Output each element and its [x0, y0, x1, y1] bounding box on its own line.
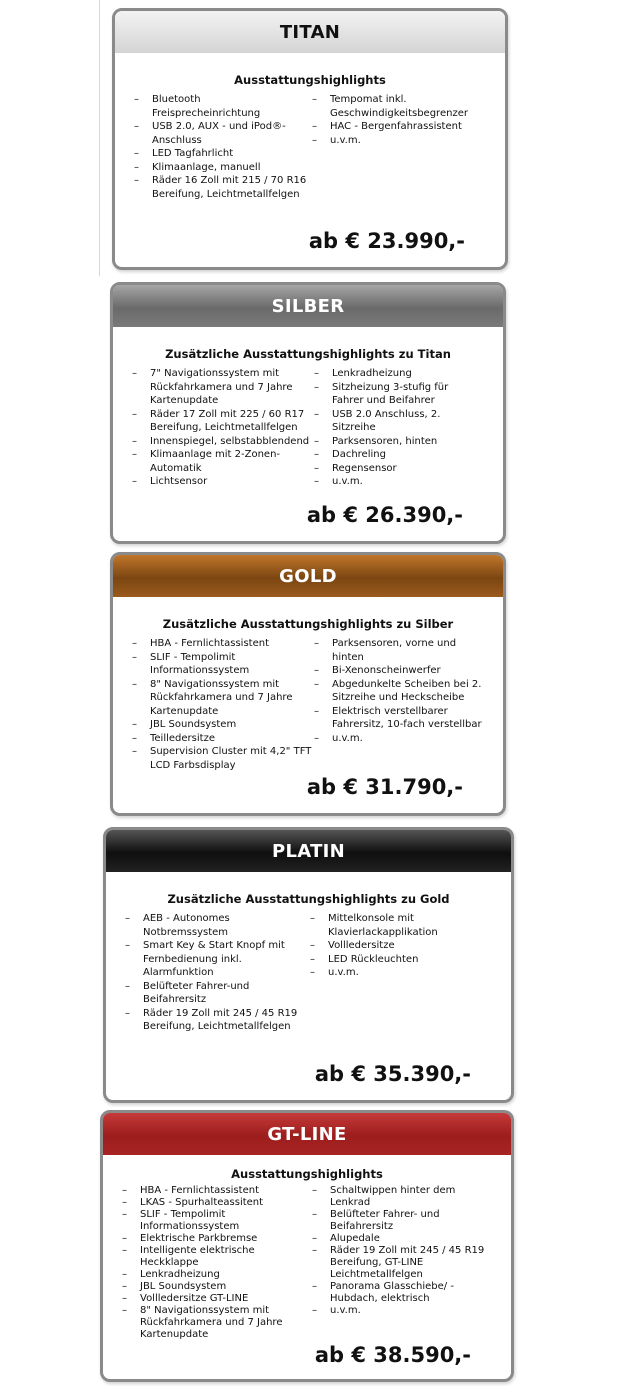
feature-item: – Räder 19 Zoll mit 245 / 45 R19 Bereifung, Leichtmetallfelgen	[123, 1007, 308, 1034]
features-list-left	[120, 1185, 310, 1341]
price-label: ab € 38.590,-	[314, 1343, 471, 1367]
feature-item: – JBL Soundsystem	[130, 718, 312, 732]
feature-item: – Belüfteter Fahrer-und Beifahrersitz	[123, 980, 308, 1007]
trim-card-gt-line	[100, 1110, 514, 1382]
feature-item: – LKAS - Spurhalteassitent	[120, 1197, 310, 1209]
feature-item: – Abgedunkelte Scheiben bei 2. Sitzreihe und Heckscheibe	[312, 678, 488, 705]
feature-item: – Parksensoren, vorne und hinten	[312, 637, 488, 664]
feature-item: – SLIF - Tempolimit Informationssystem	[130, 651, 312, 678]
feature-item: – Elektrisch verstellbarer Fahrersitz, 10-fach verstellbar	[312, 705, 488, 732]
feature-item: – u.v.m.	[312, 475, 482, 489]
feature-item: – Lenkradheizung	[312, 367, 482, 381]
feature-item: – HAC - Bergenfahrassistent	[310, 120, 480, 134]
features-subtitle: Zusätzliche Ausstattungshighlights zu Silber	[162, 617, 454, 631]
feature-item: – Räder 19 Zoll mit 245 / 45 R19 Bereifung, GT-LINE Leichtmetallfelgen	[310, 1245, 485, 1281]
trim-title: GOLD	[113, 555, 503, 597]
feature-item: – JBL Soundsystem	[120, 1281, 310, 1293]
features-list-right	[312, 637, 488, 772]
features-list-right	[310, 93, 480, 201]
feature-item: – Smart Key & Start Knopf mit Fernbedienung inkl. Alarmfunktion	[123, 939, 308, 980]
features-list-right	[312, 367, 482, 489]
features-list-left	[130, 367, 312, 489]
trim-title: SILBER	[113, 285, 503, 327]
feature-item: – 7" Navigationssystem mit Rückfahrkamera und 7 Jahre Kartenupdate	[130, 367, 312, 408]
feature-item: – Dachreling	[312, 448, 482, 462]
feature-item: – Teilledersitze	[130, 732, 312, 746]
feature-item: – Sitzheizung 3-stufig für Fahrer und Beifahrer	[312, 381, 482, 408]
feature-item: – SLIF - Tempolimit Informationssystem	[120, 1209, 310, 1233]
trim-card-silber	[110, 282, 506, 544]
features-subtitle: Ausstattungshighlights	[231, 1167, 383, 1181]
feature-item: – Tempomat inkl. Geschwindigkeitsbegrenzer	[310, 93, 480, 120]
feature-item: – LED Rückleuchten	[308, 953, 488, 967]
feature-item: – Klimaanlage, manuell	[132, 161, 310, 175]
feature-item: – Mittelkonsole mit Klavierlackapplikation	[308, 912, 488, 939]
feature-item: – Alupedale	[310, 1233, 485, 1245]
feature-item: – Parksensoren, hinten	[312, 435, 482, 449]
feature-item: – u.v.m.	[308, 966, 488, 980]
feature-item: – Klimaanlage mit 2-Zonen-Automatik	[130, 448, 312, 475]
features-list-left	[132, 93, 310, 201]
feature-item: – HBA - Fernlichtassistent	[120, 1185, 310, 1197]
feature-item: – Räder 16 Zoll mit 215 / 70 R16 Bereifung, Leichtmetallfelgen	[132, 174, 310, 201]
trim-title: GT-LINE	[103, 1113, 511, 1155]
feature-item: – LED Tagfahrlicht	[132, 147, 310, 161]
features-list-left	[123, 912, 308, 1034]
price-label: ab € 31.790,-	[306, 775, 463, 799]
feature-item: – USB 2.0, AUX - und iPod®-Anschluss	[132, 120, 310, 147]
trim-card-platin	[103, 827, 514, 1103]
feature-item: – Innenspiegel, selbstabblendend	[130, 435, 312, 449]
feature-item: – u.v.m.	[310, 134, 480, 148]
feature-item: – Lichtsensor	[130, 475, 312, 489]
trim-title: TITAN	[115, 11, 505, 53]
trim-card-titan	[112, 8, 508, 270]
feature-item: – Bi-Xenonscheinwerfer	[312, 664, 488, 678]
features-list-right	[310, 1185, 485, 1341]
feature-item: – Regensensor	[312, 462, 482, 476]
feature-item: – Vollledersitze	[308, 939, 488, 953]
feature-item: – AEB - Autonomes Notbremssystem	[123, 912, 308, 939]
trim-card-gold	[110, 552, 506, 816]
page-divider-line	[99, 0, 100, 276]
feature-item: – u.v.m.	[312, 732, 488, 746]
trim-title: PLATIN	[106, 830, 511, 872]
features-list-left	[130, 637, 312, 772]
feature-item: – Vollledersitze GT-LINE	[120, 1293, 310, 1305]
price-label: ab € 35.390,-	[314, 1062, 471, 1086]
feature-item: – Elektrische Parkbremse	[120, 1233, 310, 1245]
feature-item: – Schaltwippen hinter dem Lenkrad	[310, 1185, 485, 1209]
feature-item: – Supervision Cluster mit 4,2" TFT LCD Farbsdisplay	[130, 745, 312, 772]
price-label: ab € 23.990,-	[308, 229, 465, 253]
feature-item: – 8" Navigationssystem mit Rückfahrkamera und 7 Jahre Kartenupdate	[130, 678, 312, 719]
feature-item: – Räder 17 Zoll mit 225 / 60 R17 Bereifung, Leichtmetallfelgen	[130, 408, 312, 435]
feature-item: – Lenkradheizung	[120, 1269, 310, 1281]
features-list-right	[308, 912, 488, 1034]
feature-item: – Belüfteter Fahrer- und Beifahrersitz	[310, 1209, 485, 1233]
feature-item: – Intelligente elektrische Heckklappe	[120, 1245, 310, 1269]
feature-item: – Bluetooth Freisprecheinrichtung	[132, 93, 310, 120]
feature-item: – 8" Navigationssystem mit Rückfahrkamera und 7 Jahre Kartenupdate	[120, 1305, 310, 1341]
price-label: ab € 26.390,-	[306, 503, 463, 527]
feature-item: – USB 2.0 Anschluss, 2. Sitzreihe	[312, 408, 482, 435]
features-subtitle: Ausstattungshighlights	[234, 73, 386, 87]
feature-item: – Panorama Glasschiebe/ -Hubdach, elektrisch	[310, 1281, 485, 1305]
feature-item: – HBA - Fernlichtassistent	[130, 637, 312, 651]
features-subtitle: Zusätzliche Ausstattungshighlights zu Gold	[167, 892, 450, 906]
features-subtitle: Zusätzliche Ausstattungshighlights zu Titan	[165, 347, 451, 361]
feature-item: – u.v.m.	[310, 1305, 485, 1317]
